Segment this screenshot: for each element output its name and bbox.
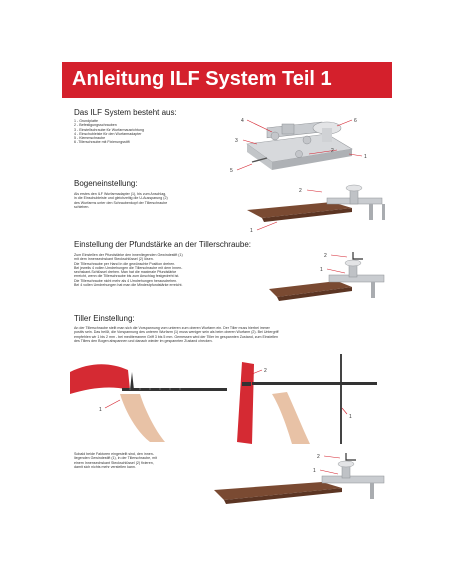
text-line: positiv sein. Das heißt, die Vorspannung des unteren Wurfarm (1) muss weniger sein als beim oberen Wurfarm (2). Bei Untergriff [74, 330, 279, 335]
label-2: 2 [324, 253, 327, 259]
ilf-system-image [227, 104, 377, 184]
list-item: 1 - Grundplatte [74, 119, 98, 123]
text-line: empfehlen wir 1 bis 2 mm - bei mediterranem Griff 3 bis 5 mm. Gemessen wird der Tiller im gespannten Zustand, zum Einstellen [74, 334, 279, 339]
label-3: 3 [235, 138, 238, 144]
text-line: damit sich nichts mehr verstellen kann. [74, 464, 136, 469]
label-1: 1 [364, 154, 367, 160]
title-banner [62, 62, 392, 98]
page-title: Anleitung ILF System Teil 1 [72, 68, 332, 90]
text-line: schieben. [74, 204, 90, 209]
label-1: 1 [320, 267, 323, 273]
list-item: 3 - Einstellschraube für Wurfarmausrichtung [74, 127, 145, 132]
section-heading-tiller: Tiller Einstellung: [74, 314, 135, 323]
text-line: An der Tillerschraube stellt man sich die Vorspannung vom unteren zum oberen Wurfarm ein. Der Tiller muss hierbei immer [74, 326, 270, 330]
tiller-screw-adjust-image [267, 249, 387, 309]
label-1: 1 [99, 407, 102, 413]
text-line: Sobald beide Faktoren eingestellt sind, den innen- [74, 452, 154, 456]
list-item: 5 - Klemmschraube [74, 136, 106, 141]
manual-page [62, 62, 392, 562]
section-heading-bow-setup: Bogeneinstellung: [74, 179, 138, 188]
fixing-text [74, 452, 224, 469]
tiller-text [74, 326, 386, 343]
label-1: 1 [250, 228, 253, 234]
text-line: erreicht, wenn die Tillerschraube bis zum Anschlag festgedreht ist. [74, 274, 180, 279]
label-1: 1 [349, 414, 352, 420]
label-1: 1 [313, 468, 316, 474]
label-6: 6 [354, 118, 357, 124]
label-2: 2 [331, 148, 334, 154]
text-line: in die Einschubleiste und gleichzeitig die U-Aussparung (2) [74, 196, 168, 201]
bow-setup-text [74, 192, 214, 209]
text-line: des Wurfarms unter den Schraubenkopf der Tillerschraube [74, 200, 168, 205]
list-item: 6 -Tillerschraube mit Fixierungsstift [74, 140, 130, 145]
limb-insertion-image [242, 180, 387, 235]
text-line: des Tillers den Bogen abspannen und danach wieder im gespannten Zustand checken. [74, 338, 213, 343]
text-line: mit dem Innensechskant Steckschlüssel (2) lösen. [74, 257, 154, 262]
section-heading-components: Das ILF System besteht aus: [74, 108, 177, 117]
text-line: liegenden Gewindestift (1), in der Tillerschraube, mit [74, 456, 157, 461]
label-2: 2 [264, 368, 267, 374]
tiller-measure-image-right [232, 352, 387, 447]
label-2: 2 [317, 454, 320, 460]
draw-weight-text [74, 253, 259, 287]
list-item: 2 - Befestigungsschrauben [74, 123, 117, 128]
list-item: 4 - Einschubleiste für den Wurfarmadapter [74, 131, 142, 136]
warning-line: Bei 4 vollen Umdrehungen hat man die Mindestpfundstärke erreicht. [74, 283, 183, 288]
label-5: 5 [230, 168, 233, 174]
text-line: Bei jeweils 4 vollen Umdrehungen die Tillerschraube mit dem Innen- [74, 265, 183, 270]
text-line: Als erstes den ILF Wurfarmadapter (1), bis zum Anschlag, [74, 192, 167, 196]
section-heading-draw-weight: Einstellung der Pfundstärke an der Tillerschraube: [74, 240, 251, 249]
tiller-measure-image-left [70, 350, 230, 445]
components-list [74, 119, 184, 145]
text-line: sechskant-Schlüssel drehen. Man hat die maximale Pfundstärke [74, 270, 177, 275]
text-line: Zum Einstellen der Pfundstärke den innenliegenden Gewindestift (1) [74, 253, 183, 257]
label-2: 2 [299, 188, 302, 194]
warning-line: Die Tillerschraube nicht mehr als 4 Umdrehungen herausdrehen. [74, 278, 178, 283]
fixing-image [212, 450, 387, 510]
text-line: Die Tillerschraube per Hand in die gewünschte Position drehen. [74, 261, 176, 266]
text-line: einem Innensechskant Steckschlüssel (2) fixieren, [74, 460, 154, 465]
label-4: 4 [241, 118, 244, 124]
